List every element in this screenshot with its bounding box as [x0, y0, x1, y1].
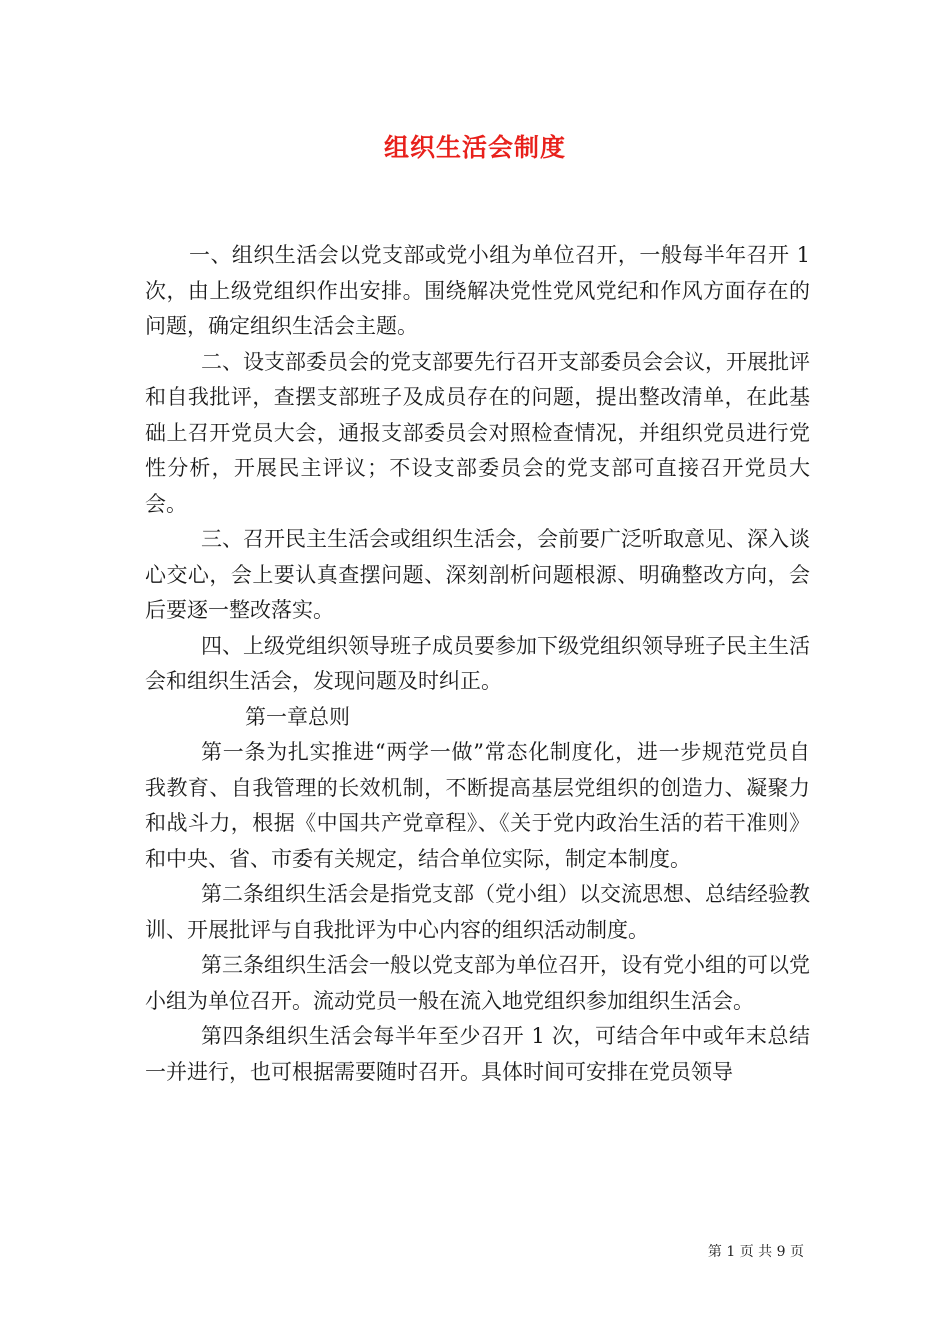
- page-number: 第 1 页 共 9 页: [707, 1244, 804, 1260]
- paragraph-4: 四、上级党组织领导班子成员要参加下级党组织领导班子民主生活会和组织生活会，发现问题及时纠正。: [145, 633, 810, 693]
- chapter-heading: 第一章总则: [245, 704, 350, 729]
- paragraph-3: 三、召开民主生活会或组织生活会，会前要广泛听取意见、深入谈心交心，会上要认真查摆问题、深刻剖析问题根源、明确整改方向，会后要逐一整改落实。: [145, 527, 810, 622]
- article-3: 第三条组织生活会一般以党支部为单位召开，设有党小组的可以党小组为单位召开。流动党员一般在流入地党组织参加组织生活会。: [145, 953, 810, 1013]
- paragraph-1: 一、组织生活会以党支部或党小组为单位召开，一般每半年召开 1 次，由上级党组织作出安排。围绕解决党性党风党纪和作风方面存在的问题，确定组织生活会主题。: [145, 243, 810, 338]
- paragraph-2: 二、设支部委员会的党支部要先行召开支部委员会会议，开展批评和自我批评，查摆支部班子及成员存在的问题，提出整改清单，在此基础上召开党员大会，通报支部委员会对照检查情况，并组织党员进行党性分析，开展民主评议；不设支部委员会的党支部可直接召开党员大会。: [145, 349, 810, 516]
- article-1: 第一条为扎实推进“两学一做”常态化制度化，进一步规范党员自我教育、自我管理的长效机制，不断提高基层党组织的创造力、凝聚力和战斗力，根据《中国共产党章程》、《关于党内政治生活的若干准则》和中央、省、市委有关规定，结合单位实际，制定本制度。: [145, 740, 810, 871]
- document-body: [145, 238, 810, 1090]
- article-4: 第四条组织生活会每半年至少召开 1 次，可结合年中或年末总结一并进行，也可根据需要随时召开。具体时间可安排在党员领导: [145, 1024, 810, 1084]
- document-title: 组织生活会制度: [383, 133, 566, 162]
- article-2: 第二条组织生活会是指党支部（党小组）以交流思想、总结经验教训、开展批评与自我批评为中心内容的组织活动制度。: [145, 882, 810, 942]
